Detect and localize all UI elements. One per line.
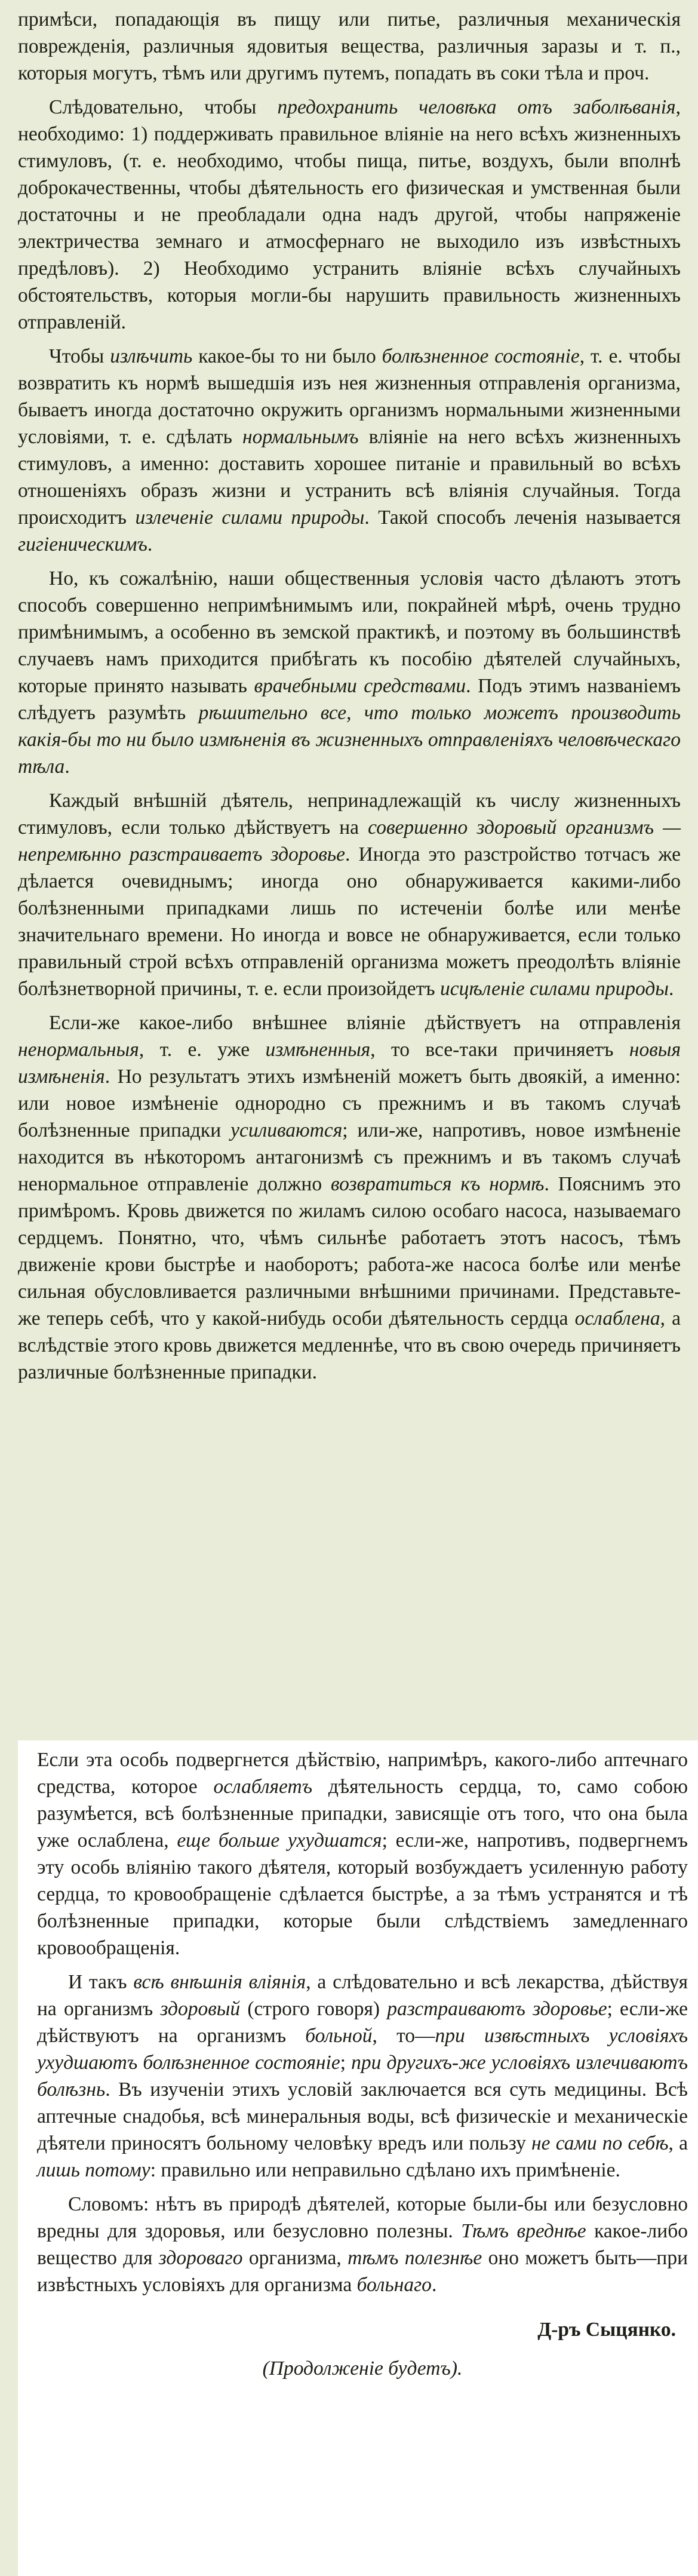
italic-run: при извѣстныхъ условіяхъ ухудшаютъ болѣзненное состояніе: [37, 2025, 688, 2074]
text-run: , а: [668, 2132, 688, 2154]
text-run: вліяніе на него всѣхъ жизненныхъ стимуловъ, а именно: доставить хорошее питаніе и правильный во всѣхъ отношеніяхъ образъ жизни и устранить всѣ вліянія случайныя. Тогда происходитъ: [18, 426, 681, 529]
paragraph: [18, 787, 681, 1002]
text-run: . Но результатъ этихъ измѣненій можетъ быть двоякій, а именно: или новое измѣненіе однородно съ прежнимъ и въ такомъ случаѣ болѣзненные припадки: [18, 1066, 681, 1141]
text-run: . Пояснимъ это примѣромъ. Кровь движется по жиламъ силою особаго насоса, называемаго сердцемъ. Понятно, что, чѣмъ сильнѣе работаетъ этотъ насосъ, тѣмъ движеніе крови быстрѣе и наоборотъ; работа-же насоса болѣе или менѣе сильная обусловливается различными внѣшними причинами. Представьте-же теперь себѣ, что у какой-нибудь особи дѣятельность сердца: [18, 1173, 681, 1330]
text-run: ; если-же дѣйствуютъ на организмъ: [37, 1998, 688, 2047]
text-run: Но, къ сожалѣнію, наши общественныя условія часто дѣлаютъ этотъ способъ совершенно непримѣнимымъ или, покрайней мѣрѣ, очень трудно примѣнимымъ, а особенно въ земской практикѣ, и поэтому въ большинствѣ случаевъ намъ приходится прибѣгать къ пособію дѣятелей случайныхъ, которые принято называть: [18, 567, 681, 697]
paragraph: [18, 6, 681, 87]
text-run: И такъ: [68, 1971, 134, 1993]
italic-run: лишь потому: [37, 2159, 150, 2181]
italic-run: врачебными средствами: [254, 675, 466, 697]
text-run: Если эта особь подвергнется дѣйствію, напримѣръ, какого-либо аптечнаго средства, которое: [37, 1749, 688, 1798]
paragraph: [37, 1969, 688, 2184]
italic-run: усиливаются: [230, 1119, 343, 1141]
continued-note: (Продолженіе будетъ).: [262, 2357, 463, 2380]
italic-run: рѣшительно все, что только можетъ производить какія-бы то ни было измѣненія въ жизненныхъ отправленіяхъ человѣческаго тѣла: [18, 702, 681, 778]
text-run: оно можетъ быть—при извѣстныхъ условіяхъ для организма: [37, 2247, 688, 2296]
text-run: (строго говоря): [240, 1998, 388, 2020]
italic-run: предохранить человѣка отъ заболѣванія: [277, 96, 676, 118]
text-run: , т. е. уже: [139, 1039, 266, 1061]
text-run: . Такой способъ леченія называется: [364, 506, 681, 529]
text-run: Слѣдовательно, чтобы: [49, 96, 278, 118]
italic-run: здороваго: [158, 2247, 243, 2269]
italic-run: здоровый: [160, 1998, 241, 2020]
paragraph: [18, 565, 681, 780]
italic-run: тѣмъ полезнѣе: [348, 2247, 482, 2269]
text-run: ; если-же, напротивъ, подвергнемъ эту особь вліянію такого дѣятеля, который возбуждаетъ усиленную работу сердца, то кровообращеніе сдѣлается быстрѣе, а за тѣмъ устранятся и тѣ болѣзненные припадки, которые были слѣдствіемъ замедленнаго кровообращенія.: [37, 1829, 688, 1959]
italic-run: совершенно здоровый организмъ — непремѣнно разстраиваетъ здоровье: [18, 816, 681, 865]
text-run: какое-либо вещество для: [37, 2220, 688, 2269]
paragraph: [18, 343, 681, 558]
text-run: Чтобы: [49, 345, 110, 367]
italic-run: излѣчить: [110, 345, 193, 367]
text-run: , т. е. чтобы возвратить къ нормѣ вышедшія изъ нея жизненныя отправленія организма, бываетъ иногда достаточно окружить организмъ нормальными жизненными условіями, т. е. сдѣлать: [18, 345, 681, 448]
text-run: .: [147, 533, 153, 555]
text-run: , необходимо: 1) поддерживать правильное вліяніе на него всѣхъ жизненныхъ стимуловъ, (т. е. необходимо, чтобы пища, питье, воздухъ, были вполнѣ доброкачественны, чтобы дѣятельность его физическая и умственная были достаточны и не преобладали одна надъ другой, чтобы напряженіе электричества земнаго и атмосфернаго не выходило изъ извѣстныхъ предѣловъ). 2) Необходимо устранить вліяніе всѣхъ случайныхъ обстоятельствъ, которыя могли-бы нарушить правильность жизненныхъ отправленій.: [18, 96, 681, 333]
article-column-lower: [37, 1746, 688, 2389]
text-run: дѣятельность сердца, то, само собою разумѣется, всѣ болѣзненные припадки, зависящіе отъ того, что она была уже ослаблена,: [37, 1776, 688, 1852]
italic-run: всѣ внѣшнія вліянія: [133, 1971, 306, 1993]
italic-run: измѣненныя: [265, 1039, 371, 1061]
text-run: .: [669, 978, 674, 1000]
text-run: организма,: [242, 2247, 348, 2269]
text-run: .: [431, 2274, 437, 2296]
italic-run: гигіеническимъ: [18, 533, 147, 555]
text-run: .: [64, 756, 70, 778]
article-continuation-block: [18, 1740, 698, 2576]
text-run: , то все-таки причиняетъ: [370, 1039, 629, 1061]
text-run: Словомъ: нѣтъ въ природѣ дѣятелей, которые были-бы или безусловно вредны для здоровья, или безусловно полезны.: [37, 2193, 688, 2242]
italic-run: больнаго: [356, 2274, 432, 2296]
text-run: , а вслѣдствіе этого кровь движется медленнѣе, что въ свою очередь причиняетъ различные болѣзненные припадки.: [18, 1307, 681, 1383]
italic-run: Тѣмъ вреднѣе: [461, 2220, 586, 2242]
italic-run: излеченіе силами природы: [135, 506, 365, 529]
text-run: . Иногда это разстройство тотчасъ же дѣлается очевиднымъ; иногда оно обнаруживается какими-либо болѣзненными припадками лишь по истеченіи болѣе или менѣе значительнаго времени. Но иногда и вовсе не обнаруживается, если только правильный строй всѣхъ отправленій организма можетъ преодолѣть вліяніе болѣзнетворной причины, т. е. если произойдетъ: [18, 843, 681, 1000]
text-run: Если-же какое-либо внѣшнее вліяніе дѣйствуетъ на отправленія: [49, 1012, 681, 1034]
text-run: примѣси, попадающія въ пищу или питье, различныя механическія поврежденія, различныя ядовитыя вещества, различныя заразы и т. п., которыя могутъ, тѣмъ или другимъ путемъ, попадать въ соки тѣла и проч.: [18, 8, 681, 84]
text-run: какое-бы то ни было: [192, 345, 382, 367]
text-run: . Въ изученіи этихъ условій заключается вся суть медицины. Всѣ аптечные снадобья, всѣ минеральныя воды, всѣ физическіе и механическіе дѣятели приносятъ больному человѣку вредъ или пользу: [37, 2078, 688, 2154]
italic-run: при другихъ-же условіяхъ излечиваютъ болѣзнь: [37, 2052, 688, 2101]
text-run: ; или-же, напротивъ, новое измѣненіе находится въ нѣкоторомъ антагонизмѣ съ прежнимъ и въ такомъ случаѣ ненормальное отправленіе должно: [18, 1119, 681, 1195]
paragraph: [18, 1009, 681, 1386]
article-column-upper: [18, 6, 681, 1393]
italic-run: нормальнымъ: [242, 426, 359, 448]
text-run: . Подъ этимъ названіемъ слѣдуетъ разумѣть: [18, 675, 681, 724]
italic-run: ненормальныя: [18, 1039, 139, 1061]
italic-run: ослабляетъ: [213, 1776, 313, 1798]
text-run: , то—: [372, 2025, 435, 2047]
italic-run: возвратиться къ нормѣ: [331, 1173, 545, 1195]
italic-run: исцѣленіе силами природы: [439, 978, 669, 1000]
author-signature: Д-ръ Сыцянко.: [537, 2319, 676, 2341]
italic-run: больной: [305, 2025, 373, 2047]
italic-run: не сами по себѣ: [531, 2132, 669, 2154]
paragraph: [18, 94, 681, 336]
text-run: , а слѣдовательно и всѣ лекарства, дѣйствуя на организмъ: [37, 1971, 688, 2020]
italic-run: ослаблена: [574, 1307, 660, 1330]
paragraph: [37, 1746, 688, 1961]
text-run: : правильно или неправильно сдѣлано ихъ примѣненіе.: [150, 2159, 620, 2181]
italic-run: еще больше ухудшатся: [177, 1829, 382, 1852]
text-run: Каждый внѣшній дѣятель, непринадлежащій къ числу жизненныхъ стимуловъ, если только дѣйствуетъ на: [18, 790, 681, 839]
italic-run: новыя измѣненія: [18, 1039, 681, 1088]
italic-run: разстраиваютъ здоровье: [387, 1998, 607, 2020]
paragraph: [37, 2191, 688, 2298]
text-run: ;: [340, 2052, 352, 2074]
italic-run: болѣзненное состояніе: [382, 345, 580, 367]
